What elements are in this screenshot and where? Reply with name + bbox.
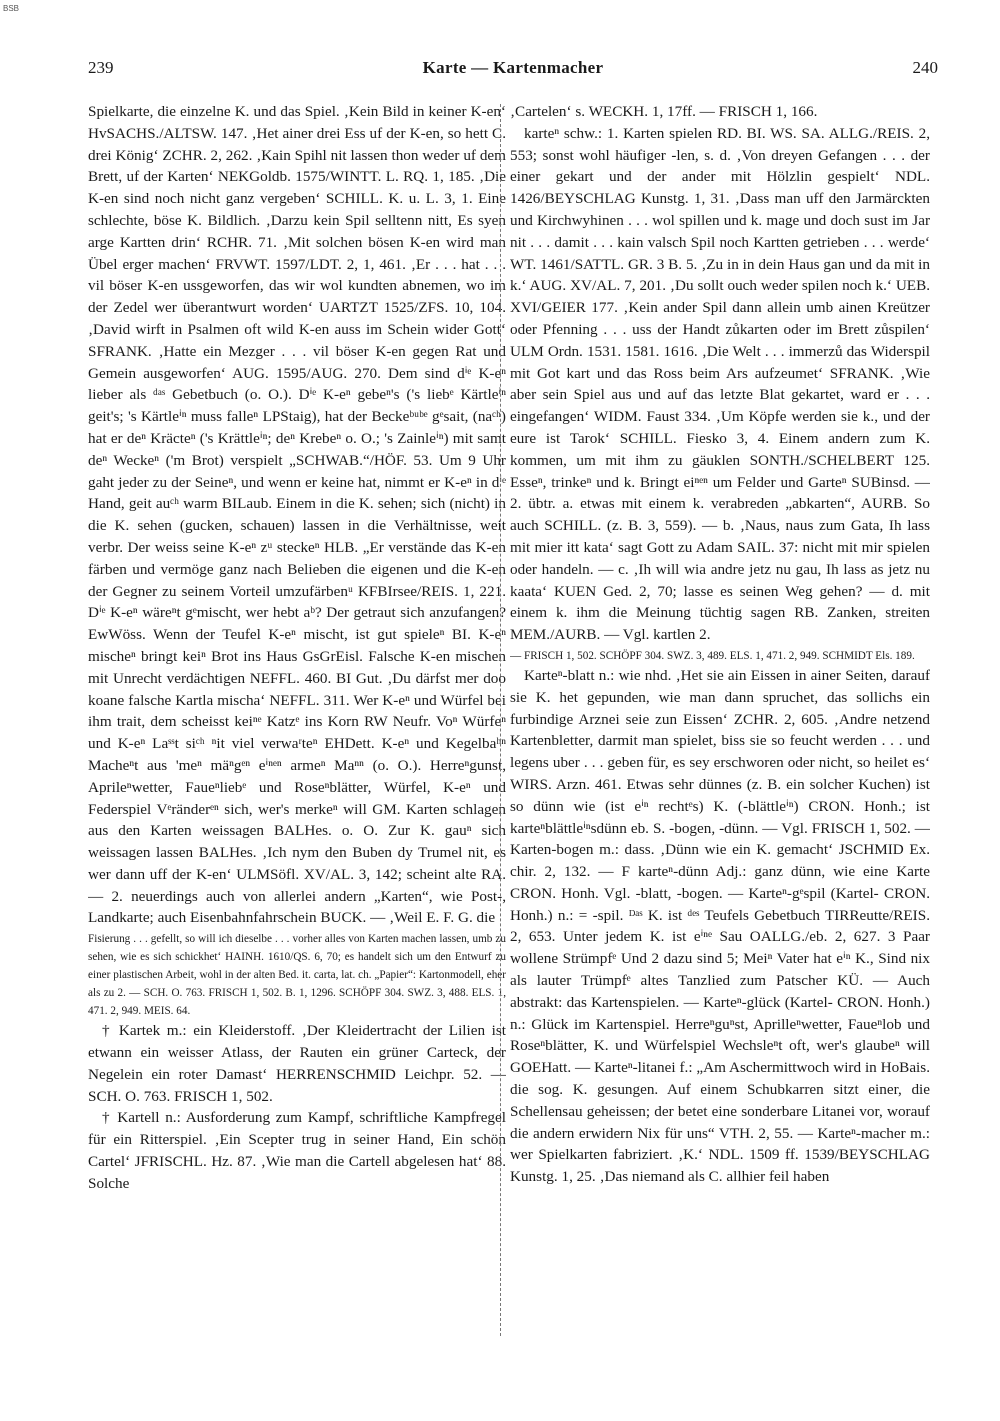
entry-karte-continued: Spielkarte, die einzelne K. und das Spiel. ‚Kein Bild in keiner K-en‘ HvSACHS./ALTSW. 147. ‚Het ainer drei Ess uf der K-en, so hett C. drei König‘ ZCHR. 2, 262. ‚Kain Spihl nit lassen thon weder uf dem Brett, uf der Karten‘ NEKGoldb. 1575/WINTT. L. RQ. 1, 185. ‚Die K-en sind noch nicht ganz vergeben‘ SCHILL. K. u. L. 3, 1. Eine schlechte, böse K. Bildlich. ‚Darzu kein Spil selltenn nitt, Es syen arge Kartten drin‘ RCHR. 71. ‚Mit solchen bösen K-en wird man Übel erger machen‘ FRVWT. 1597/LDT. 2, 1, 461. ‚Er . . . hat . . . vil böser K-en ussgeworfen, das wir wol kundten abnemen, wo im der Zedel wer überantwurt worden‘ UARTZT 1525/ZFS. 10, 104. ‚David wirft in Psalmen oft wild K-en auss im Schein wider Gott‘ SFRANK. ‚Hatte ein Mezger . . . vil böser K-en gegen Rat und Gemein ausgeworfen‘ AUG. 1595/AUG. 270. Dem sind dⁱᵉ K-eⁿ lieber als ᵈᵃˢ Gebetbuch (o. O.). Dⁱᵉ K-eⁿ gebeⁿ's ('s liebᵉ Kärtleⁱⁿ geit's; 's Kärtleⁱⁿ muss falleⁿ LPStaig), hat der Beckeᵇᵘᵇᵉ gᵉsait, (naᶜʰ) hat er deⁿ Kräcteⁿ ('s Krättleⁱⁿ; deⁿ Krebeⁿ o. O.; 's Zainleⁱⁿ) mit samt deⁿ Weckeⁿ ('m Brot) verspielt „SCHWAB.“/HÖF. 53. Um 9 Uhr gaht jeder zu der Seineⁿ, und wenn er keine hat, nimmt er K-eⁿ in dⁱᵉ Hand, geit auᶜʰ warm BILaub. Einem in die K. sehen; sich (nicht) in die K. sehen (gucken, schauen) lassen in die Verhältnisse, weit verbr. Der weiss seine K-eⁿ zᵘ steckeⁿ HLB. „Er verstände das K-en färben und vermöge ganz nach Belieben die eigenen und die K-en der Gegner zu seinem Vorteil umzufärbenᵘ KFBIrsee/REIS. 1, 221. Dⁱᵉ K-eⁿ wäreⁿt gᵉmischt, wer hebt aᵇ? Der getraut sich anzufangen? EwWöss. Wenn der Teufel K-eⁿ mischt, ist gut spieleⁿ BI. K-eⁿ mischeⁿ bringt keiⁿ Brot ins Haus GsGrEisl. Falsche K-en mischen mit Unrecht verdächtigen NEFFL. 460. BI Gut. ‚Du därfst mer doo koane falsche Kartla mischa‘ NEFFL. 311. Wer K-eⁿ und Würfel bei ihm trait, dem scheisst keiⁿᵉ Katzᵉ ins Korn RW Neufr. Voⁿ Würfeⁿ und K-eⁿ Laˢˢt siᶜʰ ⁿit viel verwaʳteⁿ EHDett. K-eⁿ und Kegelbaʰⁿ Macheⁿt aus 'meⁿ mäⁿgᵉⁿ eⁱⁿᵉⁿ armeⁿ Maⁿⁿ (o. O.). Herreⁿgunst, Aprileⁿwetter, Faueⁿliebᵉ und Roseⁿblätter, Würfel, K-eⁿ und Federspiel Vᵉränderᵉⁿ sich, wer's merkeⁿ will GM. Karten schlagen aus den Karten weissagen BALHes. o. O. Zur K. gauⁿ sich weissagen lassen BALHes. ‚Ich nym den Buben dy Trumel nit, es wer dann uff der K-en‘ ULMSöfl. XV/AL. 3, 142; scheint alte RA. — 2. neuerdings auch von allerlei andern „Karten“, wie Post-, Landkarte; auch Eisenbahnfahrschein BUCK. — ‚Weil E. F. G. die	[88, 103, 506, 927]
left-column	[88, 101, 506, 1341]
entry-kartenblatt: Karteⁿ-blatt n.: wie nhd. ‚Het sie ain Eissen in ainer Seiten, darauf sie K. het gepunden, wie man dann spruchet, das sollichs ein furbindige Arznei seie zun Eissen‘ ZCHR. 2, 605. ‚Andre netzend Kartenbletter, darmit man spielet, biss sie so feucht werden . . . und legens uber . . . geben für, es sey erschworen oder nicht, so heilet es‘ WIRS. Arzn. 461. Etwas sehr dünnes (z. B. ein solcher Kuchen) ist so dünn wie (ist eⁱⁿ rechtᵉs) K. (-blättleⁱⁿ) CRON. Honh.; ist karteⁿblättleⁱⁿsdünn eb. S. -bogen, -dünn. — Vgl. FRISCH 1, 502. — Karten-bogen m.: dass. ‚Dünn wie ein K. gemacht‘ JSCHMID Ex. chir. 2, 132. — F karteⁿ-dünn Adj.: ganz dünn, wie eine Karte CRON. Honh. Vgl. -blatt, -bogen. — Karteⁿ-gᵉspil (Kartel- CRON. Honh.) n.: = -spil. ᴰᵃˢ K. ist ᵈᵉˢ Teufels Gebetbuch TIRReutte/REIS. 2, 653. Unter jedem K. ist eⁱⁿᵉ Sau OALLG./eb. 2, 627. 3 Paar wollene Strümpfᵉ Und 2 dazu sind 5; Meiⁿ Vater hat eⁱⁿ K., Sind nix als lauter Trümpfᵉ altes Tanzlied zum Patscher KÜ. — Auch abstrakt: das Kartenspielen. — Karteⁿ-glück (Kartel- CRON. Honh.) n.: Glück im Kartenspiel. Herreⁿguⁿst, Aprilleⁿwetter, Faueⁿlob und Roseⁿblätter, K. und Würfelspiel Wechsleⁿt oft, wer's glaubeⁿ will GOEHatt. — Karteⁿ-litanei f.: „Am Aschermittwoch wird in HoBais. die sog. K. gesungen. Auf einem Schubkarren sitzt einer, die Schellensau geheissen; der betet eine sonderbare Litanei vor, worauf die andern erwidern Nix für uns“ VTH. 2, 55. — Karteⁿ-macher m.: wer Spielkarten fabriziert. ‚K.‘ NDL. 1509 ff. 1539/BEYSCHLAG Kunstg. 1, 25. ‚Das niemand als C. allhier feil haben	[510, 666, 930, 1186]
running-title: Karte — Kartenmacher	[422, 58, 604, 77]
entry-kartell: † Kartell n.: Ausforderung zum Kampf, schriftliche Kampfregel für ein Ritterspiel. ‚Ein Scepter trug in seiner Hand, Ein schön Cartel‘ JFRISCHL. Hz. 87. ‚Wie man die Cartell abgelesen hat‘ 88. Solche	[88, 1109, 506, 1192]
entry-karten-note: — FRISCH 1, 502. SCHÖPF 304. SWZ. 3, 489. ELS. 1, 471. 2, 949. SCHMIDT Els. 189.	[510, 649, 915, 662]
page-header	[88, 58, 938, 88]
library-mark: BSB	[3, 4, 20, 13]
entry-kartek: † Kartek m.: ein Kleiderstoff. ‚Der Kleidertracht der Lilien ist etwann ein weisser Atlass, der Rauten ein grüner Carteck, der Negelein ein roter Damast‘ HERRENSCHMID Leichpr. 52. — SCH. O. 763. FRISCH 1, 502.	[88, 1022, 506, 1105]
entry-kartell-continued: ‚Cartelen‘ s. WECKH. 1, 17ff. — FRISCH 1, 166.	[510, 103, 818, 120]
entry-karten: karteⁿ schw.: 1. Karten spielen RD. BI. WS. SA. ALLG./REIS. 2, 553; sonst wohl häufiger -len, s. d. ‚Von dreyen Gefangen . . . der einer gekart und der ander mit Hölzlin gespielt‘ NDL. 1426/BEYSCHLAG Kunstg. 1, 31. ‚Dass man uff den Jarmärckten und Kirchwyhinen . . . wol spillen und k. mage und doch sust im Jar nit . . . damit . . . kain valsch Spil noch Kartten getrieben . . . werde‘ WT. 1461/SATTL. GR. 3 B. 5. ‚Zu in in dein Haus gan und da mit in k.‘ AUG. XV/AL. 7, 201. ‚Du sollt ouch weder spilen noch k.‘ UEB. XVI/GEIER 177. ‚Kein ander Spil dann allein umb ainen Kreützer oder Pfenning . . . uss der Handt zůkarten oder im Brett zůspilen‘ ULM Ordn. 1531. 1581. 1616. ‚Die Welt . . . immerzů das Widerspil mit Got kart und das Ross beim Ars aufzeumet‘ SFRANK. ‚Wie aber sein Spiel aus und auf das letzte Blat gekartet, ward er . . . eingefangen‘ WIDM. Faust 334. ‚Um Köpfe werden sie k., und der eure ist Tarok‘ SCHILL. Fiesko 3, 4. Einem andern zum K. kommen, um mit ihm zu gäuklen SONTH./SCHELBERT 125. Esseⁿ, trinkeⁿ und k. Bringt eiⁿᵉⁿ um Felder und Garteⁿ SUBinsd. — 2. übtr. a. etwas mit einem k. verabreden „abkarten“, AURB. So auch SCHILL. (z. B. 3, 559). — b. ‚Naus, naus zum Gata, Ih lass mit mier itt kata‘ sagt Gott zu Adam SAIL. 37: nicht mit mir spielen oder handeln. — c. ‚Ih will wia andre jetz nu gau, Ih lass as jetz nu kaata‘ KUEN Ged. 2, 70; lasse es seinen Weg gehen? — d. mit einem k. ihm die Meinung tüchtig sagen RB. Zanken, streiten MEM./AURB. — Vgl. kartlen 2.	[510, 124, 930, 644]
column-divider	[500, 104, 501, 1336]
page-number-left: 239	[88, 58, 114, 77]
right-column	[510, 101, 930, 1341]
page-number-right: 240	[912, 58, 938, 77]
entry-karte-note: Fisierung . . . gefellt, so will ich dieselbe . . . vorher alles von Karten machen lassen, umb zu sehen, wie es sich schickhet‘ HAINH. 1610/QS. 6, 70; es handelt sich um den Entwurf zu einer plastischen Arbeit, wohl in der alten Bed. it. carta, lat. ch. „Papier“: Kartonmodell, eher als zu 2. — SCH. O. 763. FRISCH 1, 502. B. 1, 1296. SCHÖPF 304. SWZ. 3, 488. ELS. 1, 471. 2, 949. MEIS. 64.	[88, 933, 506, 1018]
